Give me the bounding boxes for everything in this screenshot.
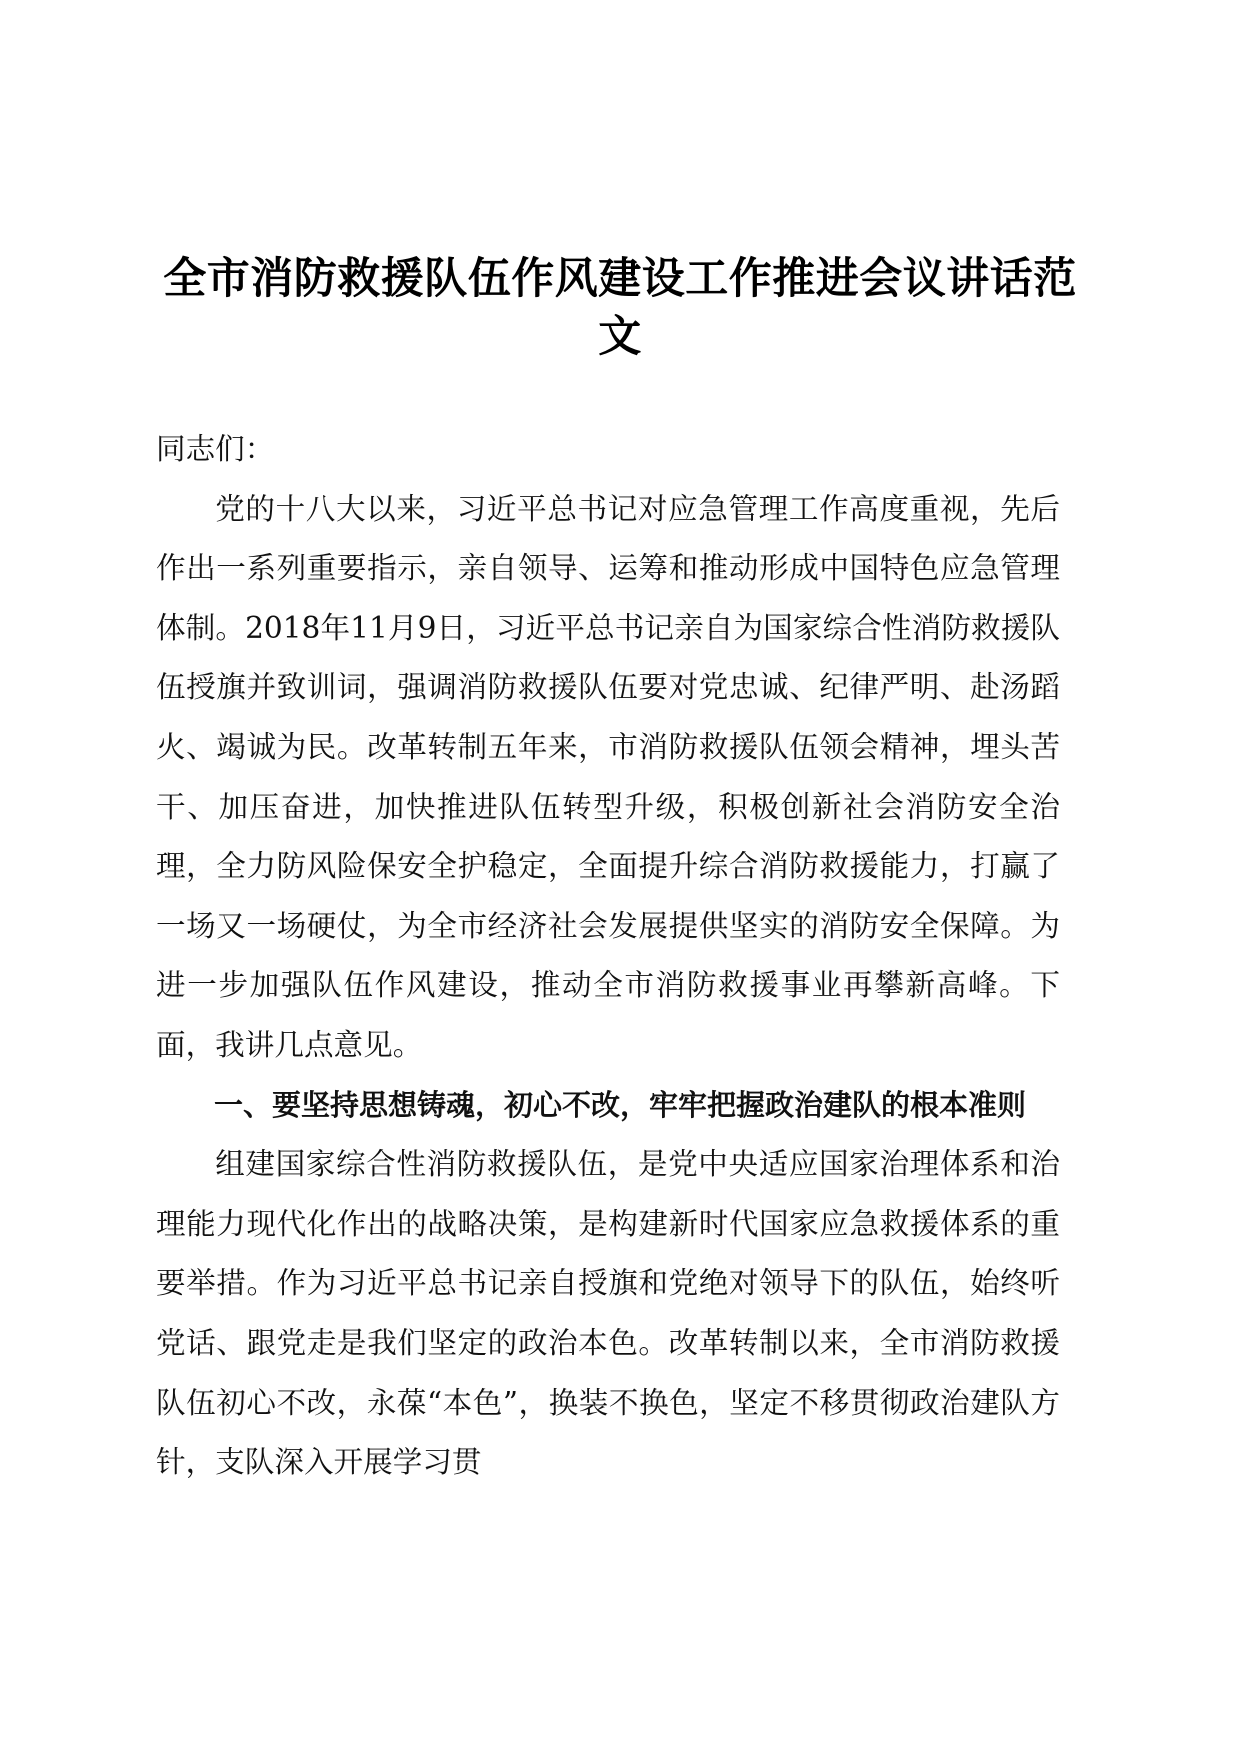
document-body <box>156 420 1060 1493</box>
section-heading-1: 一、要坚持思想铸魂，初心不改，牢牢把握政治建队的根本准则 <box>214 1087 1027 1122</box>
salutation: 同志们： <box>156 432 275 466</box>
intro-paragraph: 党的十八大以来，习近平总书记对应急管理工作高度重视，先后作出一系列重要指示，亲自领导、运筹和推动形成中国特色应急管理体制。2018年11月9日，习近平总书记亲自为国家综合性消防救援队伍授旗并致训词，强调消防救援队伍要对党忠诚、纪律严明、赴汤蹈火、竭诚为民。改革转制五年来，市消防救援队伍领会精神，埋头苦干、加压奋进，加快推进队伍转型升级，积极创新社会消防安全治理，全力防风险保安全护稳定，全面提升综合消防救援能力，打赢了一场又一场硬仗，为全市经济社会发展提供坚实的消防安全保障。为进一步加强队伍作风建设，推动全市消防救援事业再攀新高峰。下面，我讲几点意见。 <box>156 491 1060 1062</box>
section-paragraph-1: 组建国家综合性消防救援队伍，是党中央适应国家治理体系和治理能力现代化作出的战略决策，是构建新时代国家应急救援体系的重要举措。作为习近平总书记亲自授旗和党绝对领导下的队伍，始终听党话、跟党走是我们坚定的政治本色。改革转制以来，全市消防救援队伍初心不改，永葆“本色”，换装不换色，坚定不移贯彻政治建队方针，支队深入开展学习贯 <box>156 1147 1060 1480</box>
document-title: 全市消防救援队伍作风建设工作推进会议讲话范文 <box>163 254 1077 362</box>
